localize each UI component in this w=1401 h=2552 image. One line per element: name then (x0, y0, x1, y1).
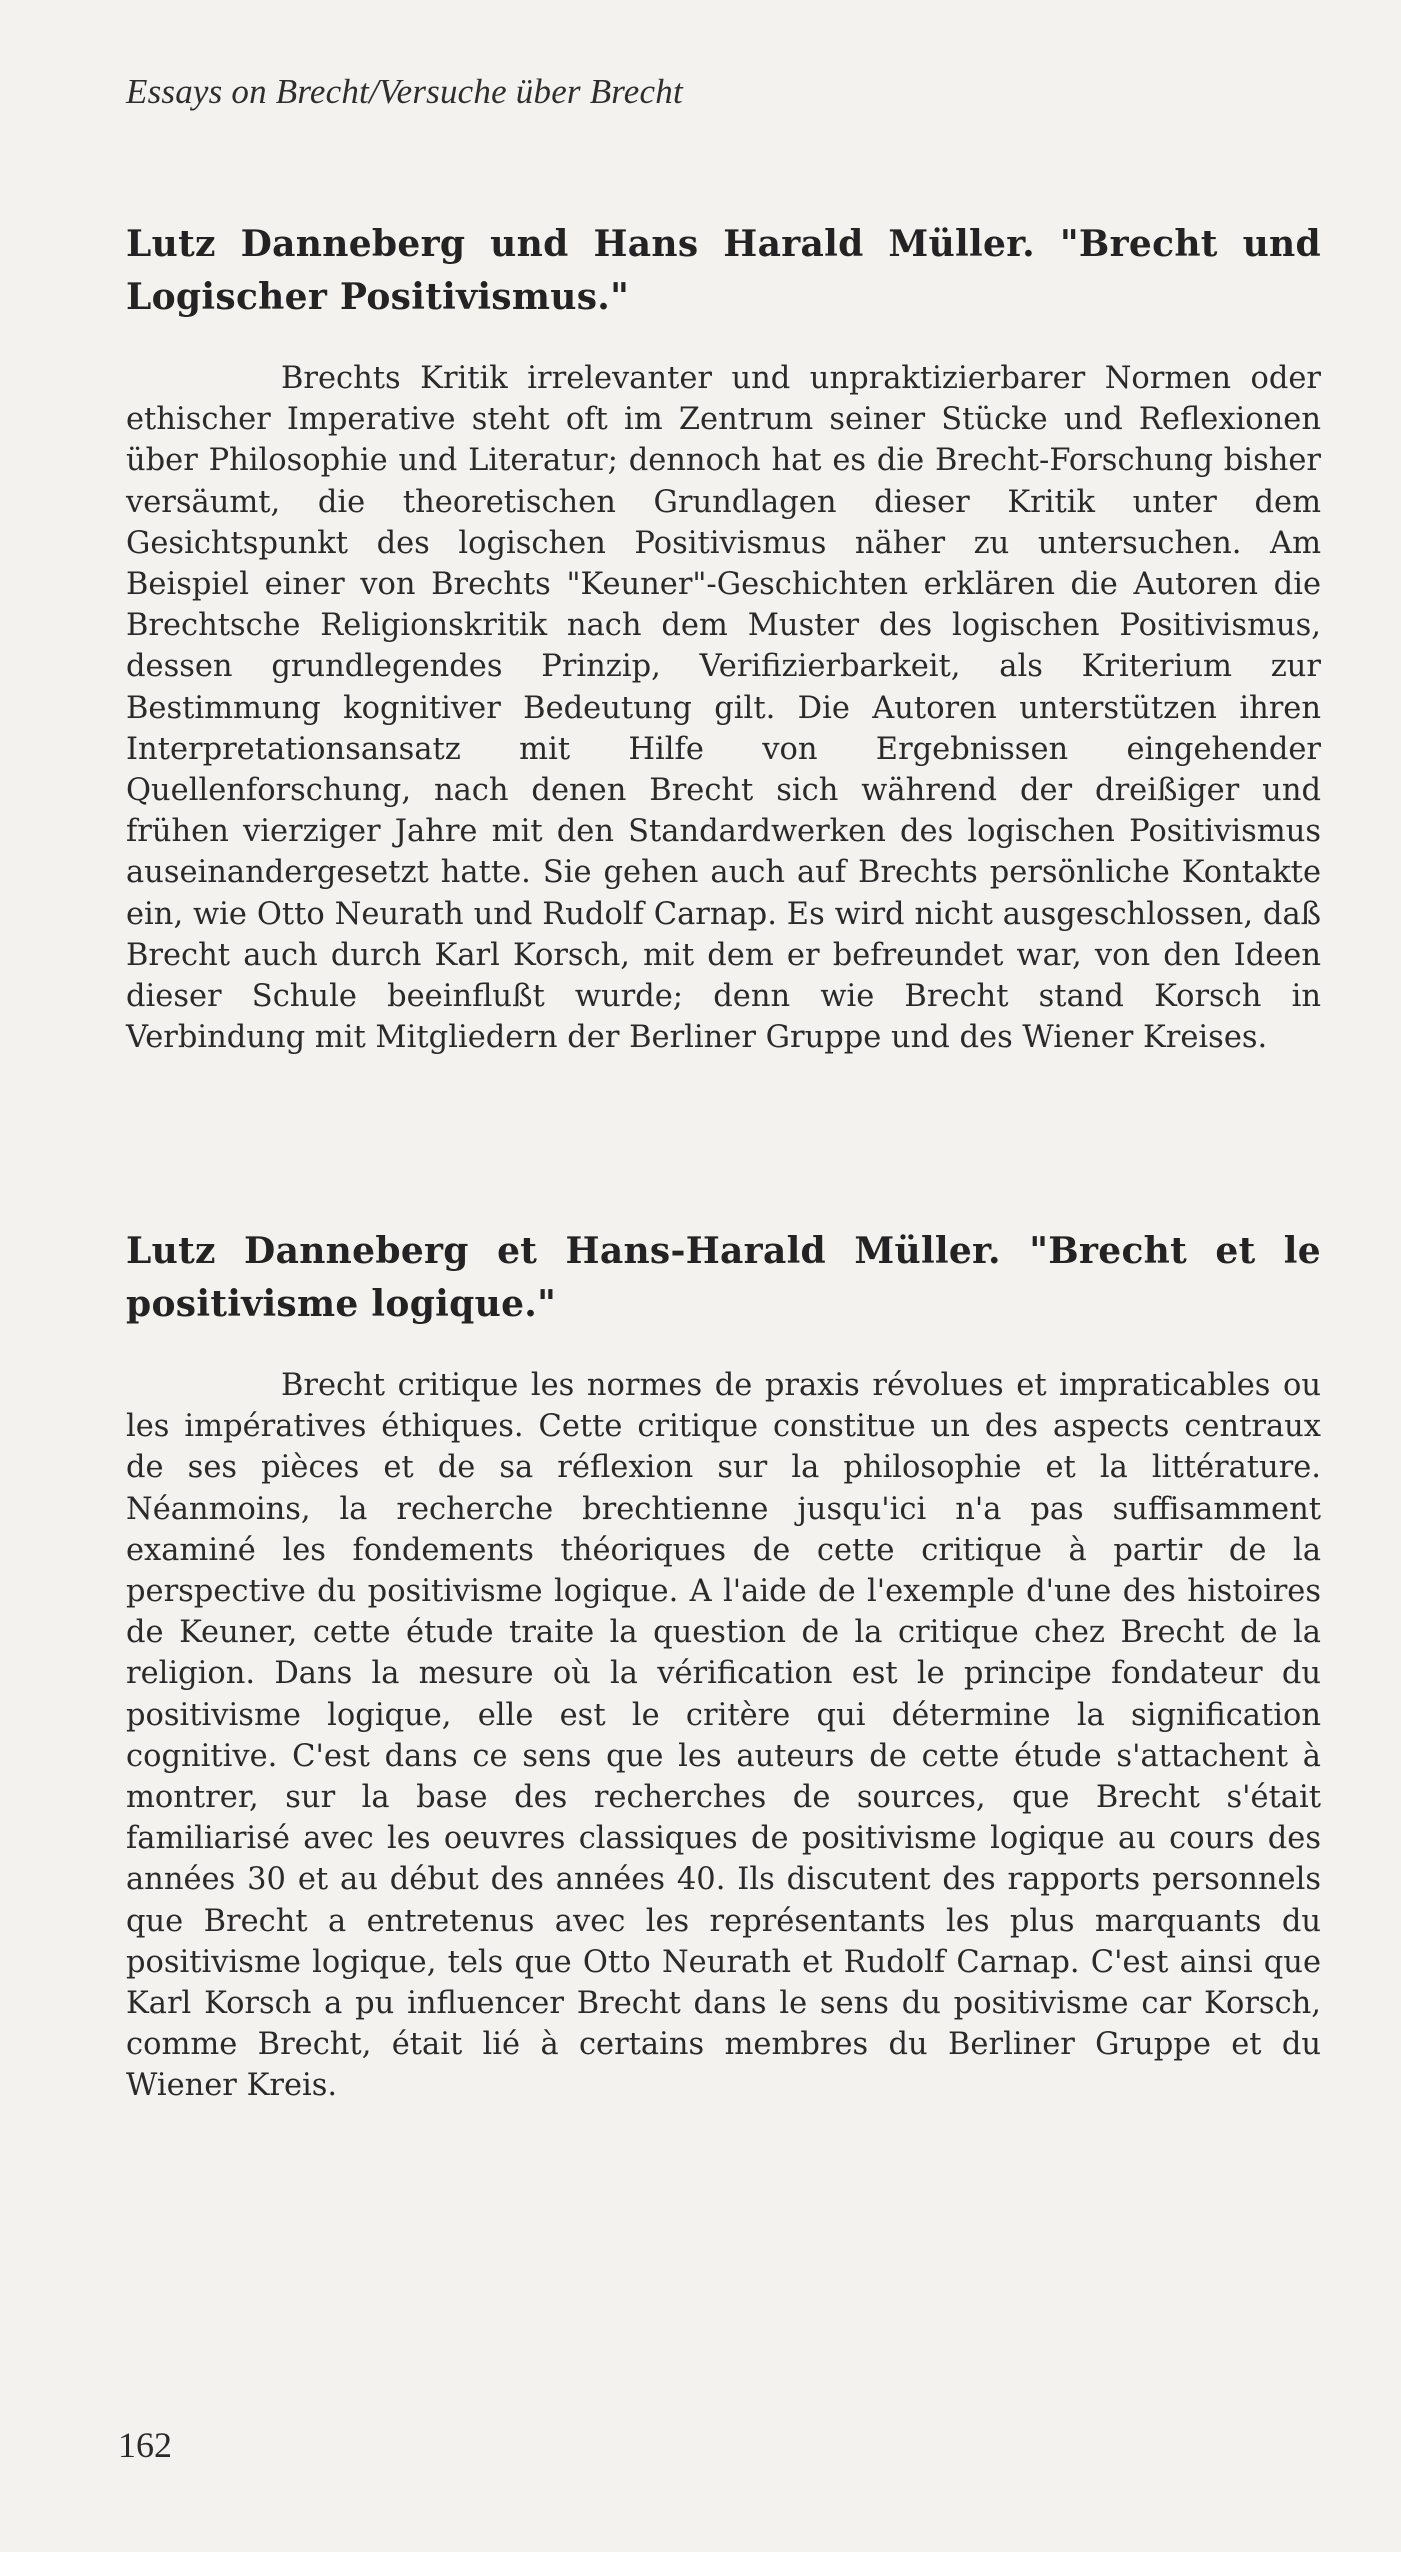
abstract-body: Brechts Kritik irrelevanter und unpraktizierbarer Normen oder ethischer Imperative steht oft im Zentrum seiner Stücke und Reflexionen über Philosophie und Literatur; dennoch hat es die Brecht-Forschung bisher versäumt, die theoretischen Grundlagen dieser Kritik unter dem Gesichtspunkt des logischen Positivismus näher zu untersuchen. Am Beispiel einer von Brechts "Keuner"-Geschichten erklären die Autoren die Brechtsche Religionskritik nach dem Muster des logischen Positivismus, dessen grundlegendes Prinzip, Verifizierbarkeit, als Kriterium zur Bestimmung kognitiver Bedeutung gilt. Die Autoren unterstützen ihren Interpretationsansatz mit Hilfe von Ergebnissen eingehender Quellenforschung, nach denen Brecht sich während der dreißiger und frühen vierziger Jahre mit den Standardwerken des logischen Positivismus auseinandergesetzt hatte. Sie gehen auch auf Brechts persönliche Kontakte ein, wie Otto Neurath und Rudolf Carnap. Es wird nicht ausgeschlossen, daß Brecht auch durch Karl Korsch, mit dem er befreundet war, von den Ideen dieser Schule beeinflußt wurde; denn wie Brecht stand Korsch in Verbindung mit Mitgliedern der Berliner Gruppe und des Wiener Kreises. (126, 361, 1321, 1056)
page-number: 162 (118, 2425, 172, 2465)
abstract-body: Brecht critique les normes de praxis révolues et impraticables ou les impératives éthiques. Cette critique constitue un des aspects centraux de ses pièces et de sa réflexion sur la philosophie et la littérature. Néanmoins, la recherche brechtienne jusqu'ici n'a pas suffisamment examiné les fondements théoriques de cette critique à partir de la perspective du positivisme logique. A l'aide de l'exemple d'une des histoires de Keuner, cette étude traite la question de la critique chez Brecht de la religion. Dans la mesure où la vérification est le principe fondateur du positivisme logique, elle est le critère qui détermine la signification cognitive. C'est dans ce sens que les auteurs de cette étude s'attachent à montrer, sur la base des recherches de sources, que Brecht s'était familiarisé avec les oeuvres classiques de positivisme logique au cours des années 30 et au début des années 40. Ils discutent des rapports personnels que Brecht a entretenus avec les représentants les plus marquants du positivisme logique, tels que Otto Neurath et Rudolf Carnap. C'est ainsi que Karl Korsch a pu influencer Brecht dans le sens du positivisme car Korsch, comme Brecht, était lié à certains membres du Berliner Gruppe et du Wiener Kreis. (126, 1368, 1321, 2104)
abstract-heading: Lutz Danneberg et Hans-Harald Müller. "Brecht et le positivisme logique." (126, 1230, 1321, 1325)
abstract-german (126, 218, 1321, 1058)
abstract-heading: Lutz Danneberg und Hans Harald Müller. "Brecht und Logischer Positivismus." (126, 223, 1321, 318)
abstract-french (126, 1225, 1321, 2107)
running-head: Essays on Brecht/Versuche über Brecht (126, 72, 683, 111)
